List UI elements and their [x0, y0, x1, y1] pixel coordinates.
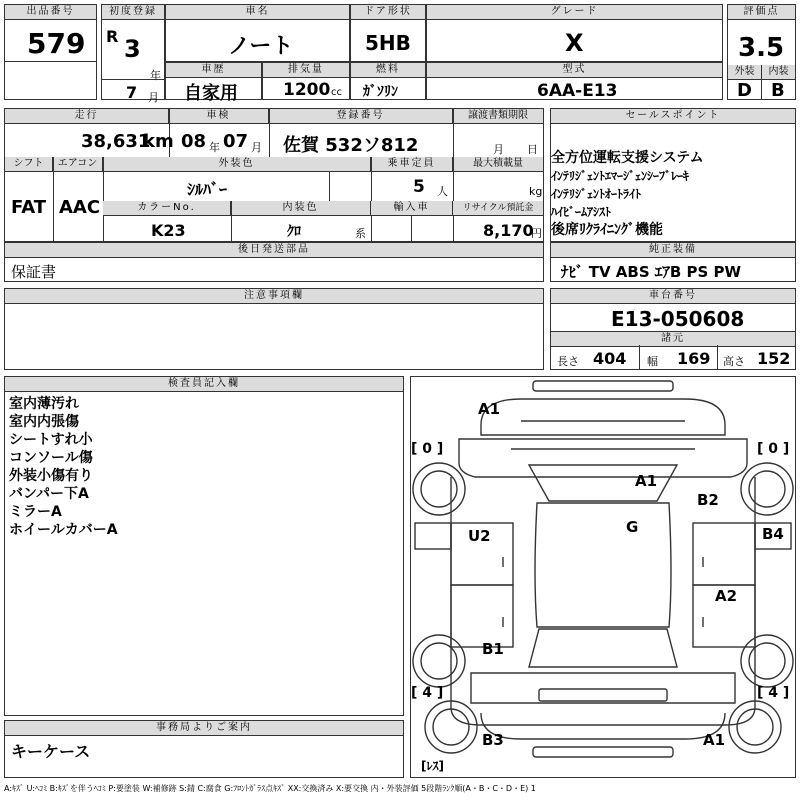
damage-mark: A2	[715, 587, 738, 605]
equipment-label: 純正装備	[551, 243, 795, 258]
interior-grade: B	[771, 80, 785, 101]
vehicle-info-box: 走行 車検 登録番号 譲渡書類期限 38,631 km 08 年 07 月 佐賀 532ソ812 月 日 シフト エアコン 外装色 乗車定員 最大積載量 FAT AAC ｼﾙﾊﾞｰ 5 人 kg カラーNo. 内装色 輸入車 リサイクル預託金 K23 ｸﾛ 系 8,170 円	[4, 108, 544, 242]
interior-color: ｸﾛ	[287, 224, 301, 240]
tire-left-top: [ 0 ]	[411, 441, 444, 457]
score: 3.5	[738, 33, 785, 63]
plate-number: 佐賀 532ソ812	[283, 135, 419, 156]
office-box	[4, 720, 404, 778]
shift: FAT	[11, 197, 47, 218]
lot-number-label: 出品番号	[5, 5, 96, 20]
office-note: キーケース	[11, 742, 91, 761]
later-parts-label: 後日発送部品	[5, 243, 543, 258]
displacement: 1200	[283, 80, 331, 100]
grade: X	[565, 29, 584, 57]
fuel: ｶﾞｿﾘﾝ	[363, 84, 398, 100]
later-parts-box	[4, 242, 544, 282]
length: 404	[593, 349, 627, 368]
first-registration-box: 初度登録 R 3 年 7 月	[101, 4, 165, 100]
car-name-box	[165, 4, 350, 62]
fuel-label: 燃料	[351, 63, 425, 78]
legend: A:ｷｽﾞ U:ﾍｺﾐ B:ｷｽﾞを伴うﾍｺﾐ P:要塗装 W:補修跡 S:錆 C:腐食 G:ﾌﾛﾝﾄｶﾞﾗｽ点ｷｽﾞ XX:交換済み X:要交換 内・外装評価 5段階ﾗﾝｸ順(A・B・C・D・E) 1	[4, 784, 536, 793]
exterior-grade: D	[737, 80, 752, 101]
model-code: 6AA-E13	[537, 81, 618, 101]
displacement-box: 排気量 1200 cc	[262, 62, 350, 100]
door-box	[350, 4, 426, 62]
damage-mark: A1	[703, 731, 726, 749]
chassis-label: 車台番号	[551, 289, 795, 304]
office-label: 事務局よりご案内	[5, 721, 403, 736]
door-type: 5HB	[365, 31, 411, 55]
damage-mark: B3	[482, 731, 504, 749]
tire-right-bottom: [ 4 ]	[757, 685, 790, 701]
equipment: ﾅﾋﾞ TV ABS ｴｱB PS PW	[561, 263, 742, 281]
chassis-number: E13-050608	[611, 307, 745, 331]
era: R	[106, 27, 119, 46]
equipment-box	[550, 242, 796, 282]
exterior-label: 外装	[728, 65, 762, 80]
notes-box	[4, 288, 544, 370]
tire-left-bottom: [ 4 ]	[411, 685, 444, 701]
damage-mark: A1	[478, 400, 501, 418]
displacement-label: 排気量	[263, 63, 349, 78]
grade-label: グレード	[427, 5, 722, 20]
exterior-color: ｼﾙﾊﾞｰ	[187, 180, 228, 199]
sales-points-box: セールスポイント 全方位運転支援システム ｲﾝﾃﾘｼﾞｪﾝﾄｴﾏｰｼﾞｪﾝｼｰﾌﾞﾚｰｷ ｲﾝﾃﾘｼﾞｪﾝﾄｵｰﾄﾗｲﾄ ﾊｲﾋﾞｰﾑｱｼｽﾄ 後席ﾘｸﾗｲﾆﾝｸﾞ機能	[550, 108, 796, 242]
car-name: ノート	[228, 34, 294, 59]
inspector-label: 検査員記入欄	[5, 377, 403, 392]
fuel-box	[350, 62, 426, 100]
first-registration-label: 初度登録	[102, 5, 164, 20]
lot-number: 579	[27, 27, 86, 60]
history: 自家用	[184, 83, 238, 104]
width: 169	[677, 349, 711, 368]
sales-points-label: セールスポイント	[551, 109, 795, 124]
history-label: 車歴	[166, 63, 261, 78]
color-number: K23	[151, 221, 186, 240]
inspection-year: 08	[181, 131, 207, 152]
model-box	[426, 62, 723, 100]
damage-mark: U2	[468, 527, 491, 545]
lot-number-box	[4, 4, 97, 100]
door-label: ドア形状	[351, 5, 425, 20]
registration-month: 7	[126, 83, 138, 102]
inspector-box: 検査員記入欄 室内薄汚れ 室内内張傷 シートすれ小 コンソール傷 外装小傷有り バンパー下A ミラーA ホイールカバーA	[4, 376, 404, 716]
notes-label: 注意事項欄	[5, 289, 543, 304]
grade-box	[426, 4, 723, 62]
spare-tire: [ﾚｽ]	[421, 759, 444, 773]
registration-year: 3	[124, 35, 141, 63]
tire-right-top: [ 0 ]	[757, 441, 790, 457]
damage-diagram	[410, 376, 796, 778]
seating-capacity: 5	[413, 177, 425, 197]
interior-label: 内装	[762, 65, 795, 80]
recycle-fee: 8,170	[483, 221, 534, 240]
damage-mark: G	[626, 518, 639, 536]
model-label: 型式	[427, 63, 722, 78]
mileage: 38,631	[81, 131, 151, 152]
damage-mark: B2	[697, 491, 719, 509]
inspection-month: 07	[223, 131, 249, 152]
damage-mark: B4	[762, 525, 784, 543]
score-box	[727, 4, 796, 100]
height: 152	[757, 349, 791, 368]
damage-mark: B1	[482, 640, 504, 658]
damage-mark: A1	[635, 472, 658, 490]
air-conditioner: AAC	[59, 197, 101, 218]
history-box	[165, 62, 262, 104]
chassis-box: 車台番号 E13-050608 諸元 長さ 404 幅 169 高さ 152	[550, 288, 796, 370]
car-outline-diagram	[411, 377, 795, 777]
spec-label: 諸元	[551, 331, 795, 347]
score-label: 評価点	[728, 5, 795, 20]
car-name-label: 車名	[166, 5, 349, 20]
later-parts: 保証書	[11, 263, 57, 281]
